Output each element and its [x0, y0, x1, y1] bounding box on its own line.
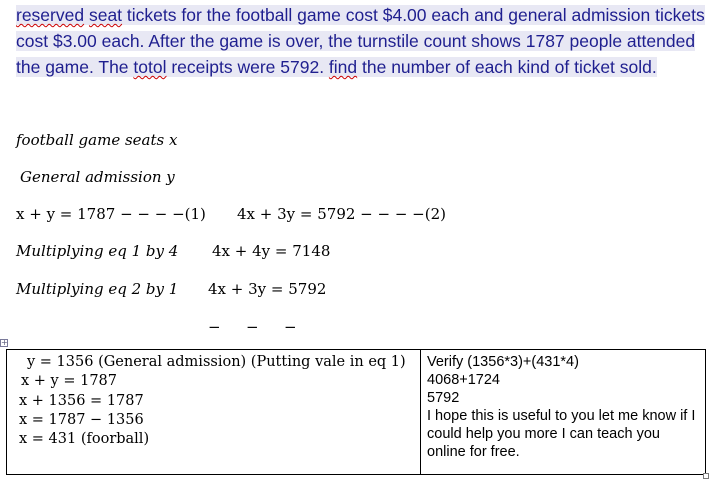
problem-word-totol: totol — [133, 57, 167, 77]
solution-table — [6, 349, 706, 475]
verify-line: Verify (1356*3)+(431*4) — [427, 354, 579, 370]
subtraction-dash-1: − — [208, 318, 221, 336]
subtraction-dash-3: − — [284, 318, 297, 336]
multiply-label-1: Multiplying eq 1 by 4 — [16, 242, 179, 260]
problem-text-part3: the number of each kind of ticket sold. — [357, 57, 657, 77]
equation-2: 4x + 3y = 5792 − − − −(2) — [237, 205, 446, 223]
closing-note: I hope this is useful to you let me know if I could help you more I can teach you online for free. — [427, 408, 696, 460]
solution-line-1: y = 1356 (General admission) (Putting vale in eq 1) — [27, 354, 406, 370]
solution-line-4: x = 1787 − 1356 — [19, 412, 144, 428]
solution-cell-left — [7, 350, 420, 474]
problem-word-seat: seat — [88, 5, 123, 25]
problem-text-part1: tickets for the football game cost $4.00 each and general admission tickets cost $3.00 each. After the game is over, the turnstile count shows 1787 people attended the game. The — [16, 5, 705, 77]
problem-text-part2: receipts were 5792. — [166, 57, 329, 77]
subtraction-dash-2: − — [246, 318, 259, 336]
solution-line-3: x + 1356 = 1787 — [19, 393, 144, 409]
solution-cell-right — [421, 350, 705, 474]
verify-sum-line: 4068+1724 — [427, 372, 500, 388]
equation-1: x + y = 1787 − − − −(1) — [16, 205, 206, 223]
problem-statement — [16, 2, 706, 80]
solution-line-2: x + y = 1787 — [21, 373, 118, 389]
solution-line-5: x = 431 (foorball) — [19, 431, 150, 447]
verify-result-line: 5792 — [427, 390, 460, 406]
table-resize-handle-icon[interactable] — [703, 473, 709, 479]
work-line-seats: football game seats x — [16, 131, 178, 149]
multiply-label-2: Multiplying eq 2 by 1 — [16, 280, 179, 298]
table-move-handle-icon[interactable]: + — [1, 338, 8, 347]
problem-word-find: find — [328, 57, 358, 77]
work-line-admission: General admission y — [20, 168, 175, 186]
multiply-eq-1: 4x + 4y = 7148 — [212, 242, 331, 260]
multiply-eq-2: 4x + 3y = 5792 — [208, 280, 327, 298]
problem-word-reserved: reserved — [16, 5, 85, 25]
